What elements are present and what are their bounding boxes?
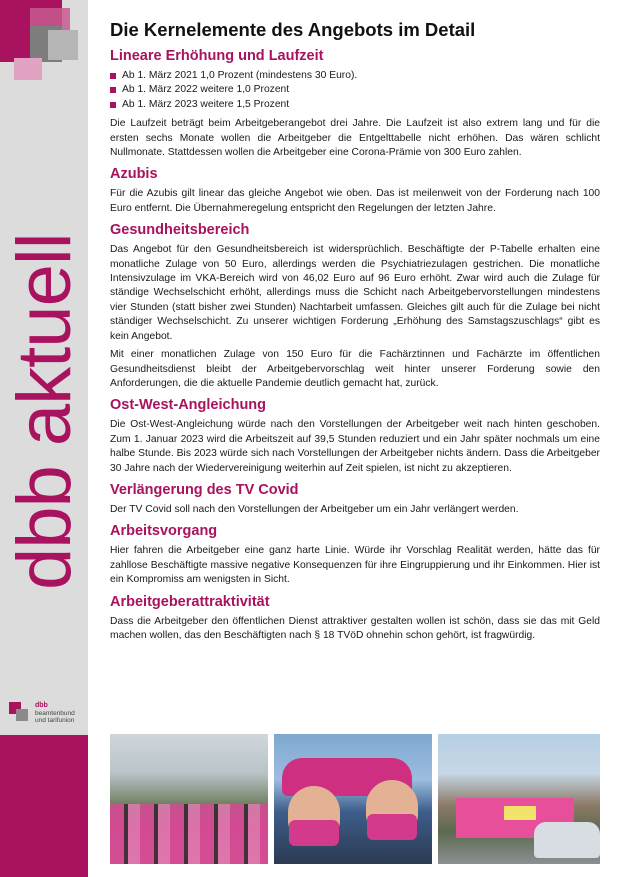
list-item: Ab 1. März 2023 weitere 1,5 Prozent	[110, 98, 600, 112]
decor-square	[0, 26, 30, 62]
sidebar	[0, 0, 88, 877]
section-heading: Arbeitsvorgang	[110, 523, 218, 540]
page-title: Die Kernelemente des Angebots im Detail	[110, 19, 476, 40]
paragraph: Der TV Covid soll nach den Vorstellungen der Arbeitgeber um ein Jahr verlängert werden.	[110, 503, 519, 515]
paragraph: Das Angebot für den Gesundheitsbereich ist widersprüchlich. Beschäftigte der P-Tabelle erhalten eine monatliche Zulage von 50 Euro, allerdings werden die Psychiatriezulagen gestrichen. Die monatliche Intensivzulage im VKA-Bereich wird von 46,02 Euro auf 96 Euro erhöht. Zwar wird auch die Zulage für ständige Wechselschicht erhöht, allerdings muss die Schicht nach Arbeitgebervorstellungen mindestens vier Stunden (statt bisher zwei Stunden) Nachtarbeit umfassen. Gleiches gilt auch für die Zulage bei nicht ständiger Wechselschicht. Zu unserer wichtigen Forderung „Erhöhung des Samstagszuschlags“ gibt es kein Angebot.	[110, 244, 600, 342]
paragraph: Für die Azubis gilt linear das gleiche Angebot wie oben. Das ist meilenweit von der Forderung nach 100 Euro entfernt. Die Übernahmeregelung entspricht den Regelungen der letzten Jahre.	[110, 188, 600, 214]
mask-shape	[289, 820, 339, 846]
paragraph: Hier fahren die Arbeitgeber eine ganz harte Linie. Würde ihr Vorschlag Realität werden, hätte das für zahllose Beschäftigte massive negative Konsequenzen für ihre Eingruppierung und ihr Einkommen. Hier ist ein Kompromiss am wenigsten in Sicht.	[110, 545, 600, 586]
section-heading: Arbeitgeberattraktivität	[110, 593, 270, 610]
sidebar-footer-block	[0, 735, 88, 877]
logo-subtext-line: und tarifunion	[35, 717, 75, 724]
list-item: Ab 1. März 2021 1,0 Prozent (mindestens 30 Euro).	[110, 69, 600, 83]
sidebar-title: dbb aktuell	[2, 233, 87, 590]
section-heading: Azubis	[110, 166, 158, 183]
paragraph: Dass die Arbeitgeber den öffentlichen Dienst attraktiver gestalten wollen ist schön, dass sie das mit Geld machen wollen, das den Beschäftigten nach § 18 TVöD ohnehin schon gehört, ist fragwürdig.	[110, 615, 600, 641]
article	[110, 18, 600, 647]
decor-square	[14, 58, 42, 80]
section-heading: Ost-West-Angleichung	[110, 397, 267, 414]
dbb-logo	[9, 702, 81, 728]
paragraph: Die Laufzeit beträgt beim Arbeitgeberangebot drei Jahre. Die Laufzeit ist also extrem lang und für die ersten sechs Monate wollen die Arbeitgeber die Entgelttabelle nicht erhöhen. Das wären schlicht Nullmonate. Stattdessen wollen die Arbeitgeber eine Corona-Prämie von 300 Euro zahlen.	[110, 118, 600, 159]
section-heading: Verlängerung des TV Covid	[110, 481, 299, 498]
mask-shape	[367, 814, 417, 840]
photo-strip	[110, 734, 600, 864]
protest-photo-group	[110, 734, 268, 864]
logo-subtext-line: beamtenbund	[35, 710, 75, 717]
protest-photo-caps	[274, 734, 432, 864]
crowd-shape	[110, 804, 268, 864]
section-heading: Lineare Erhöhung und Laufzeit	[110, 48, 324, 64]
banner-sign-shape	[504, 806, 536, 820]
paragraph: Die Ost-West-Angleichung würde nach den Vorstellungen der Arbeitgeber weit nach hinten geschoben. Zum 1. Januar 2023 wird die Arbeitszeit auf 39,5 Stunden reduziert und ein Jahr später nochmals um eine halbe Stunde. Bis 2023 würde sich nach Vorstellungen der Arbeitgeber nichts ändern. Dass die Arbeitgeber 30 Jahre nach der Wiedervereinigung weiterhin auf Zeit spielen, ist nicht zu akzeptieren.	[110, 419, 600, 474]
list-item: Ab 1. März 2022 weitere 1,0 Prozent	[110, 83, 600, 97]
bullet-list	[110, 69, 600, 112]
car-shape	[534, 822, 600, 858]
decor-square	[48, 30, 78, 60]
section-heading: Gesundheitsbereich	[110, 222, 250, 239]
logo-subtext	[35, 710, 75, 724]
logo-text: dbb	[35, 702, 48, 709]
protest-photo-street	[438, 734, 600, 864]
logo-mark-icon	[16, 709, 28, 721]
paragraph: Mit einer monatlichen Zulage von 150 Euro für die Fachärztinnen und Fachärzte im öffentlichen Gesundheitsdienst bleibt der Arbeitgebervorschlag weit hinter unserer Forderung sowie den Anforderungen, die die aktuelle Pandemie deutlich gemacht hat, zurück.	[110, 349, 600, 389]
